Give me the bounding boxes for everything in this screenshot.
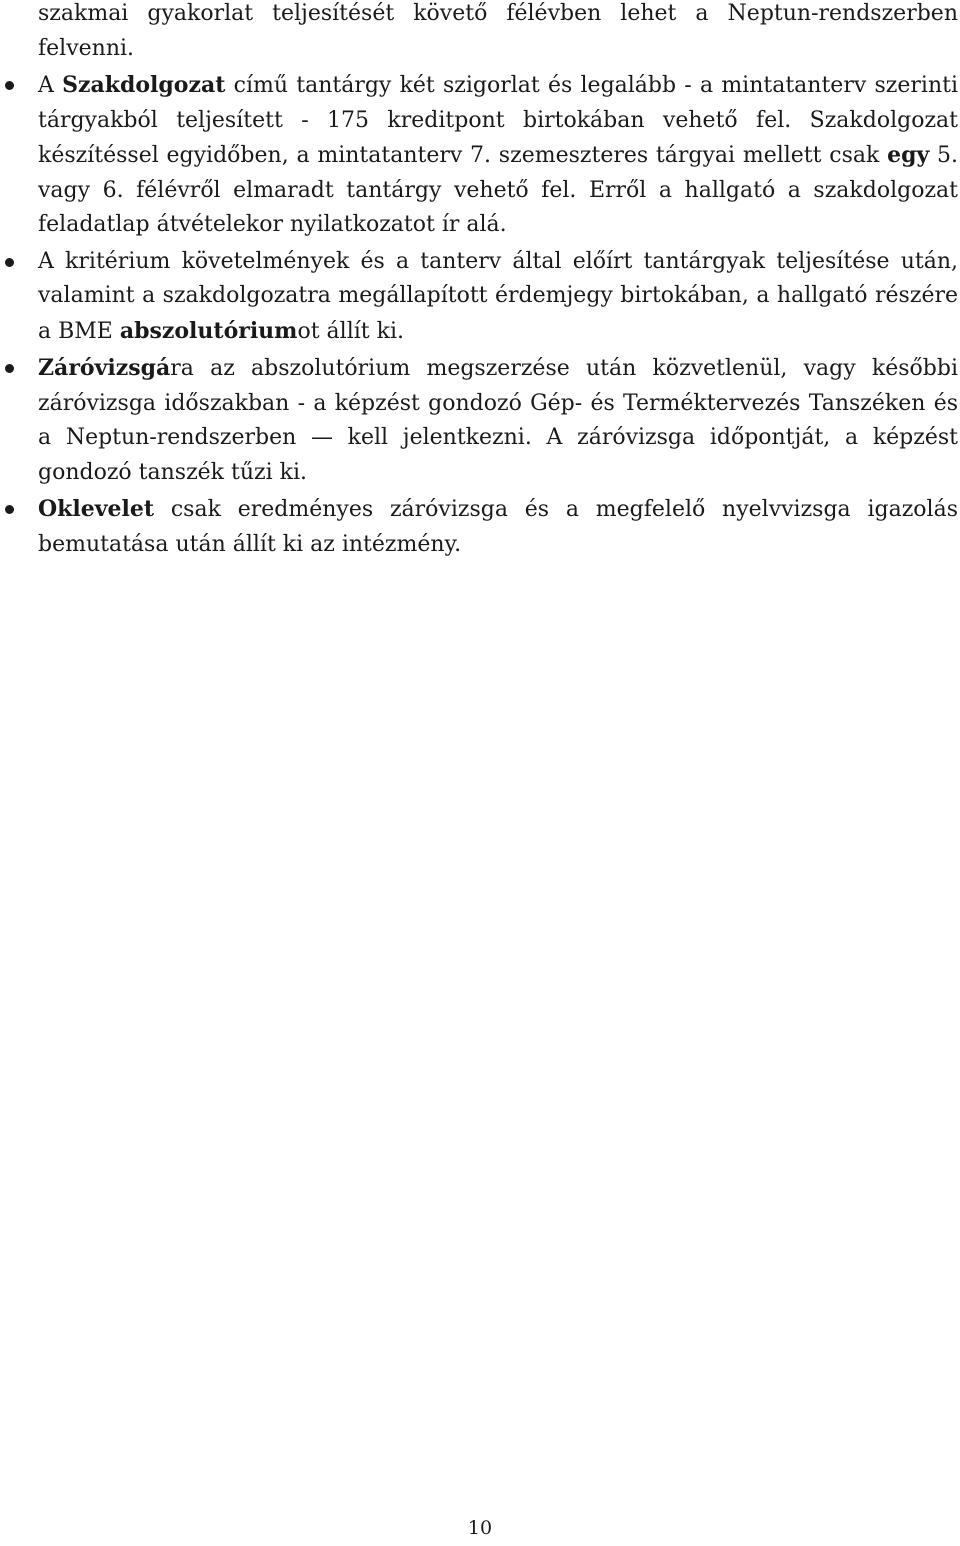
document-body bbox=[38, 0, 958, 564]
bold-term: abszolutórium bbox=[119, 317, 298, 344]
list-item-szakdolgozat bbox=[38, 68, 958, 243]
list-item-abszolutorium bbox=[38, 245, 958, 350]
page-number: 10 bbox=[467, 1517, 493, 1539]
bold-term: egy bbox=[887, 142, 930, 168]
bold-term: Záróvizsgá bbox=[38, 355, 171, 381]
bullet-icon bbox=[5, 505, 14, 514]
list-item-text: A Szakdolgozat című tantárgy két szigorlat és legalább - a mintatanterv szerinti tárgyakból teljesített - 175 kreditpont birtokában vehető fel. Szakdolgozat készítéssel egyidőben, a mintatanterv 7. szemeszteres tárgyai mellett csak egy 5. vagy 6. félévről elmaradt tantárgy vehető fel. Erről a hallgató a szakdolgozat feladatlap átvételekor nyilatkozatot ír alá. bbox=[38, 72, 959, 237]
continuation-paragraph: szakmai gyakorlat teljesítését követő félévben lehet a Neptun-rendszerben felvenni. bbox=[38, 1, 958, 61]
list-item-text: A kritérium követelmények és a tanterv által előírt tantárgyak teljesítése után, valamint a szakdolgozatra megállapított érdemjegy birtokában, a hallgató részére a BME abszolutóriumot állít ki. bbox=[38, 248, 958, 344]
list-item-text: Záróvizsgára az abszolutórium megszerzése után közvetlenül, vagy későbbi záróvizsga időszakban - a képzést gondozó Gép- és Terméktervezés Tanszéken és a Neptun-rendszerben — kell jelentkezni. A záróvizsga időpontját, a képzést gondozó tanszék tűzi ki. bbox=[38, 355, 958, 485]
bullet-icon bbox=[5, 364, 14, 373]
bullet-icon bbox=[5, 81, 14, 90]
bold-term: Oklevelet bbox=[38, 496, 155, 522]
bold-term: Szakdolgozat bbox=[62, 72, 226, 98]
bullet-icon bbox=[5, 258, 14, 267]
list-item-oklevel bbox=[38, 492, 958, 562]
requirements-list bbox=[38, 68, 958, 562]
list-item-zarovizsga bbox=[38, 351, 958, 490]
list-item-text: Oklevelet csak eredményes záróvizsga és a megfelelő nyelvvizsga igazolás bemutatása után állít ki az intézmény. bbox=[38, 496, 958, 557]
